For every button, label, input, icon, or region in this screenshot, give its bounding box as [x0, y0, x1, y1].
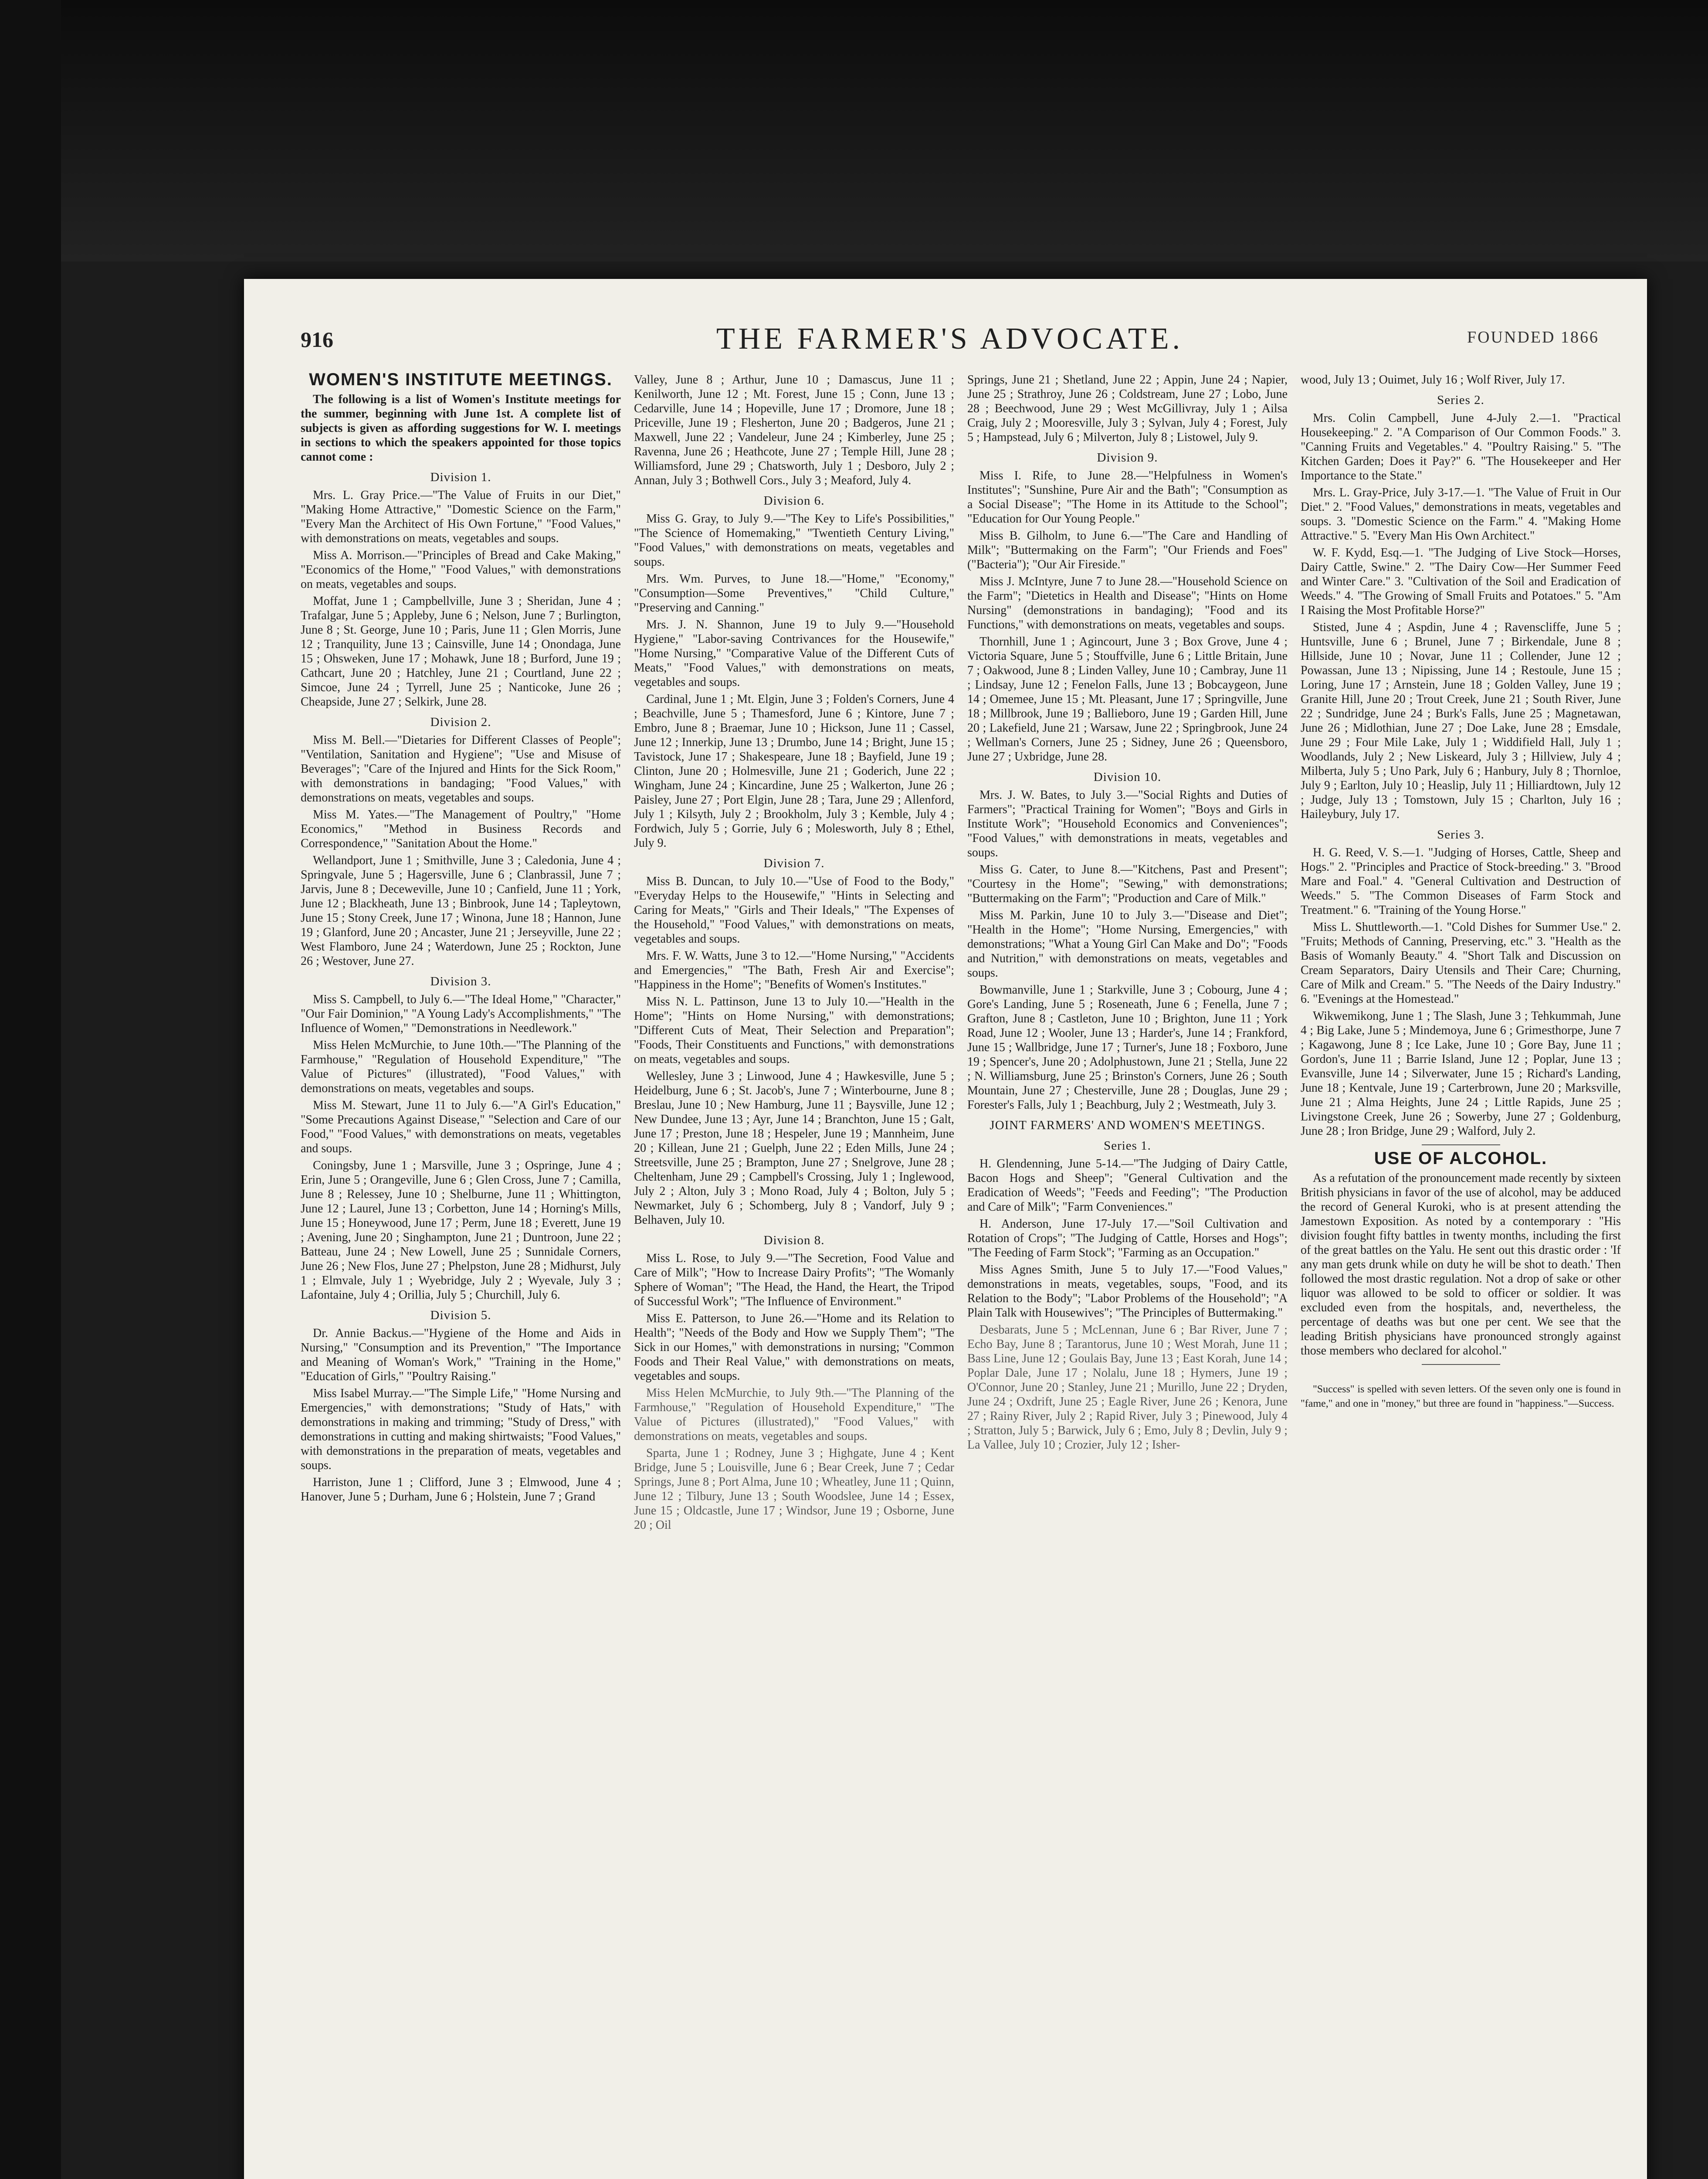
paragraph: Moffat, June 1 ; Campbellville, June 3 ; Sheridan, June 4 ; Trafalgar, June 5 ; Appleby, June 6 ; Nelson, June 7 ; Burlington, June 8 ; St. George, June 10 ; Paris, June 11 ; Glen Morris, June 12 ; Tranquility, June 13 ; Cainsville, June 14 ; Onondaga, June 15 ; Ohsweken, June 17 ; Mohawk, June 18 ; Burford, June 19 ; Cathcart, June 20 ; Hatchley, June 21 ; Courtland, June 22 ; Simcoe, June 24 ; Tyrrell, June 25 ; Nanticoke, June 26 ; Cheapside, June 27 ; Selkirk, June 28.	[301, 594, 621, 709]
paragraph: Miss N. L. Pattinson, June 13 to July 10.—"Health in the Home"; "Hints on Home Nursing," with demonstrations; "Different Cuts of Meat, Their Selection and Preparation"; "Foods, Their Constituents and Functions," with demonstrations on meats, vegetables and soups.	[634, 995, 954, 1066]
article-columns	[301, 373, 1625, 2179]
founded-label: FOUNDED 1866	[1467, 328, 1599, 346]
paragraph: Miss B. Duncan, to July 10.—"Use of Food to the Body," "Everyday Helps to the Housewife," "Hints in Selecting and Caring for Meats," "Girls and Their Ideals," "The Expenses of the Household," "Food Values," with demonstrations on meats, vegetables and soups.	[634, 875, 954, 946]
series-heading: Series 1.	[1104, 1139, 1151, 1153]
paragraph: Wellandport, June 1 ; Smithville, June 3 ; Caledonia, June 4 ; Springvale, June 5 ; Hagersville, June 6 ; Clanbrassil, June 7 ; Jarvis, June 8 ; Deceweville, June 10 ; Canfield, June 11 ; York, June 12 ; Blackheath, June 13 ; Binbrook, June 14 ; Tapleytown, June 15 ; Stony Creek, June 17 ; Winona, June 18 ; Hannon, June 19 ; Glanford, June 20 ; Ancaster, June 21 ; Jerseyville, June 22 ; West Flamboro, June 24 ; Waterdown, June 25 ; Rockton, June 26 ; Westover, June 27.	[301, 854, 621, 968]
page-header	[301, 318, 1599, 366]
division-heading: Division 5.	[430, 1308, 491, 1322]
division-heading: Division 8.	[763, 1233, 825, 1247]
paragraph: Mrs. Wm. Purves, to June 18.—"Home," "Economy," "Consumption—Some Preventives," "Child Culture," "Preserving and Canning."	[634, 572, 954, 614]
column-2	[634, 373, 954, 2179]
paragraph: Miss L. Shuttleworth.—1. "Cold Dishes for Summer Use." 2. "Fruits; Methods of Canning, Preserving, etc." 3. "Health as the Basis of Womanly Beauty." 4. "Short Talk and Discussion on Cream Separators, Dairy Utensils and Their Care; Churning, Care of Milk and Cream." 5. "The Needs of the Dairy Industry." 6. "Evenings at the Homestead."	[1301, 920, 1621, 1006]
paragraph: Harriston, June 1 ; Clifford, June 3 ; Elmwood, June 4 ; Hanover, June 5 ; Durham, June 6 ; Holstein, June 7 ; Grand	[301, 1476, 621, 1504]
paragraph: Springs, June 21 ; Shetland, June 22 ; Appin, June 24 ; Napier, June 25 ; Strathroy, June 26 ; Coldstream, June 27 ; Lobo, June 28 ; Beechwood, June 29 ; West McGillivray, July 1 ; Ailsa Craig, July 2 ; Mooresville, July 3 ; Sylvan, July 4 ; Forest, July 5 ; Hampstead, July 6 ; Milverton, July 8 ; Listowel, July 9.	[967, 373, 1288, 444]
paragraph: Miss Helen McMurchie, to July 9th.—"The Planning of the Farmhouse," "Regulation of Household Expenditure," "The Value of Pictures (illustrated)," "Food Values," with demonstrations on meats, vegetables and soups.	[634, 1386, 954, 1443]
paragraph: Miss Isabel Murray.—"The Simple Life," "Home Nursing and Emergencies," with demonstrations; "Study of Hats," with demonstrations in making and trimming; "Study of Dress," with demonstrations in cutting and making shirtwaists; "Food Values," with demonstrations in the preparation of meats, vegetables and soups.	[301, 1387, 621, 1472]
masthead-title: THE FARMER'S ADVOCATE.	[716, 322, 1184, 356]
division-heading: Division 10.	[1093, 770, 1162, 784]
divider	[1422, 1144, 1500, 1145]
paragraph: Miss E. Patterson, to June 26.—"Home and its Relation to Health"; "Needs of the Body and How we Supply Them"; "The Sick in our Homes," with demonstrations in nursing; "Common Foods and Their Real Value," with demonstrations on meats, vegetables and soups.	[634, 1312, 954, 1383]
paragraph: Thornhill, June 1 ; Agincourt, June 3 ; Box Grove, June 4 ; Victoria Square, June 5 ; Stouffville, June 6 ; Little Britain, June 7 ; Oakwood, June 8 ; Linden Valley, June 10 ; Cambray, June 11 ; Lindsay, June 12 ; Fenelon Falls, June 13 ; Bobcaygeon, June 14 ; Omemee, June 15 ; Mt. Pleasant, June 17 ; Springville, June 18 ; Millbrook, June 19 ; Ballieboro, June 19 ; Garden Hill, June 20 ; Lakefield, June 21 ; Warsaw, June 22 ; Springbrook, June 24 ; Wellman's Corners, June 25 ; Sidney, June 26 ; Queensboro, June 27 ; Uxbridge, June 28.	[967, 635, 1288, 764]
paragraph: Miss G. Cater, to June 8.—"Kitchens, Past and Present"; "Courtesy in the Home"; "Sewing," with demonstrations; "Buttermaking on the Farm"; "Production and Care of Milk."	[967, 863, 1288, 905]
section-heading: JOINT FARMERS' AND WOMEN'S MEETINGS.	[990, 1118, 1265, 1132]
paragraph: Miss M. Stewart, June 11 to July 6.—"A Girl's Education," "Some Precautions Against Disease," "Selection and Care of our Food," "Food Values," with demonstrations on meats, vegetables and soups.	[301, 1099, 621, 1155]
paragraph: Miss S. Campbell, to July 6.—"The Ideal Home," "Character," "Our Fair Dominion," "A Young Lady's Accomplishments," "The Influence of Women," "Demonstrations in Needlework."	[301, 993, 621, 1035]
paragraph: Mrs. L. Gray Price.—"The Value of Fruits in our Diet," "Making Home Attractive," "Domestic Science on the Farm," "Every Man the Architect of His Own Fortune," "Food Values," with demonstrations on meats, vegetables and soups.	[301, 489, 621, 545]
paragraph: Coningsby, June 1 ; Marsville, June 3 ; Ospringe, June 4 ; Erin, June 5 ; Orangeville, June 6 ; Glen Cross, June 7 ; Camilla, June 8 ; Relessey, June 10 ; Shelburne, June 11 ; Whittington, June 12 ; Laurel, June 13 ; Corbetton, June 14 ; Horning's Mills, June 15 ; Honeywood, June 17 ; Perm, June 18 ; Everett, June 19 ; Avening, June 20 ; Singhampton, June 21 ; Duntroon, June 22 ; Batteau, June 24 ; New Lowell, June 25 ; Sunnidale Corners, June 26 ; New Flos, June 27 ; Phelpston, June 28 ; Midhurst, July 1 ; Elmvale, July 1 ; Wyebridge, July 2 ; Wyevale, July 3 ; Lafontaine, July 4 ; Orillia, July 5 ; Churchill, July 6.	[301, 1159, 621, 1302]
series-heading: Series 2.	[1437, 393, 1484, 407]
paragraph: Wikwemikong, June 1 ; The Slash, June 3 ; Tehkummah, June 4 ; Big Lake, June 5 ; Mindemoya, June 6 ; Grimesthorpe, June 7 ; Kagawong, June 8 ; Ice Lake, June 10 ; Gore Bay, June 11 ; Gordon's, June 11 ; Barrie Island, June 12 ; Poplar, June 13 ; Evansville, June 14 ; Silverwater, June 15 ; Richard's Landing, June 18 ; Kentvale, June 19 ; Carterbrown, June 20 ; Marksville, June 21 ; Alma Heights, June 24 ; Little Rapids, June 25 ; Livingstone Creek, June 26 ; Sowerby, June 27 ; Goldenburg, June 28 ; Iron Bridge, June 29 ; Walford, July 2.	[1301, 1009, 1621, 1138]
newspaper-page	[244, 279, 1647, 2179]
paragraph: As a refutation of the pronouncement made recently by sixteen British physicians in favor of the use of alcohol, may be adduced the record of General Kuroki, who is at present attending the Jamestown Exposition. As noted by a contemporary : "His division fought fifty battles in twenty months, including the first of the great battles on the Yalu. He sent out this drastic order : 'If any man gets drunk while on duty he will be shot to death.' Then followed the most drastic regulation. Not a drop of sake or other liquor was allowed to be sold to officer or soldier. It was excluded even from the hospitals, and, nevertheless, the percentage of deaths was but one per cent. We see that the leading British physicians have pronounced strongly against those members who declared for alcohol."	[1301, 1171, 1621, 1358]
divider	[1422, 1364, 1500, 1365]
paragraph: Miss Helen McMurchie, to June 10th.—"The Planning of the Farmhouse," "Regulation of Household Expenditure," "The Value of Pictures" (illustrated), "Food Values," with demonstrations on meats, vegetables and soups.	[301, 1039, 621, 1095]
paragraph: Desbarats, June 5 ; McLennan, June 6 ; Bar River, June 7 ; Echo Bay, June 8 ; Tarantorus, June 10 ; West Morah, June 11 ; Bass Line, June 12 ; Goulais Bay, June 13 ; East Korah, June 14 ; Poplar Dale, June 17 ; Nolalu, June 18 ; Hymers, June 19 ; O'Connor, June 20 ; Stanley, June 21 ; Murillo, June 22 ; Dryden, June 24 ; Oxdrift, June 25 ; Eagle River, June 26 ; Kenora, June 27 ; Rainy River, July 2 ; Rapid River, July 3 ; Pinewood, July 4 ; Stratton, July 5 ; Barwick, July 6 ; Emo, July 8 ; Devlin, July 9 ; La Vallee, July 10 ; Crozier, July 12 ; Isher-	[967, 1323, 1288, 1452]
article-intro: The following is a list of Women's Institute meetings for the summer, beginning with June 1st. A complete list of subjects is given as affording suggestions for W. I. meetings in sections to which the speakers appointed for those topics cannot come :	[301, 393, 621, 464]
paragraph: H. Glendenning, June 5-14.—"The Judging of Dairy Cattle, Bacon Hogs and Sheep"; "General Cultivation and the Eradication of Weeds"; "Feeds and Feeding"; "The Production and Care of Milk"; "Farm Conveniences."	[967, 1157, 1288, 1214]
paragraph: Sparta, June 1 ; Rodney, June 3 ; Highgate, June 4 ; Kent Bridge, June 5 ; Louisville, June 6 ; Bear Creek, June 7 ; Cedar Springs, June 8 ; Port Alma, June 10 ; Wheatley, June 11 ; Quinn, June 12 ; Tilbury, June 13 ; South Woodslee, June 14 ; Essex, June 15 ; Oldcastle, June 17 ; Windsor, June 19 ; Osborne, June 20 ; Oil	[634, 1446, 954, 1532]
paragraph: Mrs. L. Gray-Price, July 3-17.—1. "The Value of Fruit in Our Diet." 2. "Food Values," demonstrations in meats, vegetables and soups. 3. "Domestic Science on the Farm." 4. "Making Home Attractive." 5. "Every Man His Own Architect."	[1301, 486, 1621, 543]
paragraph: Miss Agnes Smith, June 5 to July 17.—"Food Values," demonstrations in meats, vegetables, soups, "Food, and its Relation to the Body"; "Labor Problems of the Household"; "A Plain Talk with Housewives"; "The Principles of Buttermaking."	[967, 1263, 1288, 1320]
paragraph: Miss I. Rife, to June 28.—"Helpfulness in Women's Institutes"; "Sunshine, Pure Air and the Bath"; "Consumption as a Social Disease"; "The Home in its Attitude to the School"; "Education for Our Young People."	[967, 469, 1288, 526]
paragraph: Miss M. Bell.—"Dietaries for Different Classes of People"; "Ventilation, Sanitation and Hygiene"; "Use and Misuse of Beverages"; "Care of the Injured and Hints for the Sick Room," with demonstrations in bandaging; "Food Values," with demonstrations on meats, vegetables and soups.	[301, 733, 621, 804]
paragraph: Miss M. Yates.—"The Management of Poultry," "Home Economics," "Method in Business Records and Correspondence," "Sanitation About the Home."	[301, 808, 621, 850]
paragraph: Miss A. Morrison.—"Principles of Bread and Cake Making," "Economics of the Home," "Food Values," with demonstrations on meats, vegetables and soups.	[301, 549, 621, 591]
paragraph: Valley, June 8 ; Arthur, June 10 ; Damascus, June 11 ; Kenilworth, June 12 ; Mt. Forest, June 15 ; Conn, June 13 ; Cedarville, June 14 ; Hopeville, June 17 ; Dromore, June 18 ; Priceville, June 19 ; Flesherton, June 20 ; Badgeros, June 21 ; Maxwell, June 22 ; Vandeleur, June 24 ; Kimberley, June 25 ; Ravenna, June 26 ; Heathcote, June 27 ; Temple Hill, June 28 ; Williamsford, June 29 ; Chatsworth, July 1 ; Desboro, July 2 ; Annan, July 3 ; Bothwell Cors., July 3 ; Meaford, July 4.	[634, 373, 954, 487]
film-left-border	[0, 0, 61, 2179]
paragraph: W. F. Kydd, Esq.—1. "The Judging of Live Stock—Horses, Dairy Cattle, Swine." 2. "The Dairy Cow—Her Summer Feed and Winter Care." 3. "Cultivation of the Soil and Eradication of Weeds." 4. "The Growing of Small Fruits and Potatoes." 5. "Am I Raising the Most Profitable Horse?"	[1301, 546, 1621, 617]
column-1	[301, 373, 621, 2179]
series-heading: Series 3.	[1437, 828, 1484, 842]
paragraph: Miss G. Gray, to July 9.—"The Key to Life's Possibilities," "The Science of Homemaking," "Twentieth Century Living," "Food Values," with demonstrations on meats, vegetables and soups.	[634, 512, 954, 569]
paragraph: Cardinal, June 1 ; Mt. Elgin, June 3 ; Folden's Corners, June 4 ; Beachville, June 5 ; Thamesford, June 6 ; Kintore, June 7 ; Embro, June 8 ; Braemar, June 10 ; Hickson, June 11 ; Cassel, June 12 ; Innerkip, June 13 ; Drumbo, June 14 ; Bright, June 15 ; Tavistock, June 17 ; Shakespeare, June 18 ; Bayfield, June 19 ; Clinton, June 20 ; Holmesville, June 21 ; Goderich, June 22 ; Wingham, June 24 ; Kincardine, June 25 ; Walkerton, June 26 ; Paisley, June 27 ; Port Elgin, June 28 ; Tara, June 29 ; Allenford, July 1 ; Kilsyth, July 2 ; Brookholm, July 3 ; Kemble, July 4 ; Fordwich, July 5 ; Gorrie, July 6 ; Molesworth, July 8 ; Ethel, July 9.	[634, 692, 954, 850]
paragraph: Mrs. F. W. Watts, June 3 to 12.—"Home Nursing," "Accidents and Emergencies," "The Bath, Fresh Air and Exercise"; "Happiness in the Home"; "Benefits of Women's Institutes."	[634, 949, 954, 991]
paragraph: Stisted, June 4 ; Aspdin, June 4 ; Ravenscliffe, June 5 ; Huntsville, June 6 ; Brunel, June 7 ; Birkendale, June 8 ; Hillside, June 10 ; Novar, June 11 ; Collender, June 12 ; Powassan, June 13 ; Nipissing, June 14 ; Restoule, June 15 ; Loring, June 17 ; Arnstein, June 18 ; Golden Valley, June 19 ; Granite Hill, June 20 ; Trout Creek, June 21 ; South River, June 22 ; Sundridge, June 24 ; Burk's Falls, June 25 ; Magnetawan, June 26 ; Midlothian, June 27 ; Doe Lake, June 28 ; Emsdale, June 29 ; Four Mile Lake, July 1 ; Widdifield Hall, July 1 ; Woodlands, July 2 ; New Liskeard, July 3 ; Hillview, July 4 ; Milberta, July 5 ; Uno Park, July 6 ; Hanbury, July 8 ; Thornloe, July 9 ; Earlton, July 10 ; Heaslip, July 11 ; Hilliardtown, July 12 ; Judge, July 13 ; Tomstown, July 15 ; Charlton, July 16 ; Haileybury, July 17.	[1301, 621, 1621, 821]
paragraph: H. G. Reed, V. S.—1. "Judging of Horses, Cattle, Sheep and Hogs." 2. "Principles and Practice of Stock-breeding." 3. "Brood Mare and Foal." 4. "General Cultivation and Destruction of Weeds." 5. "The Common Diseases of Farm Stock and Treatment." 6. "Training of the Young Horse."	[1301, 846, 1621, 917]
paragraph: Miss M. Parkin, June 10 to July 3.—"Disease and Diet"; "Health in the Home"; "Home Nursing, Emergencies," with demonstrations; "What a Young Girl Can Make and Do"; "Foods and Nutrition," with demonstrations on meats, vegetables and soups.	[967, 909, 1288, 980]
column-3	[967, 373, 1288, 2179]
division-heading: Division 1.	[430, 470, 491, 484]
column-4	[1301, 373, 1621, 2179]
paragraph: wood, July 13 ; Ouimet, July 16 ; Wolf River, July 17.	[1301, 373, 1565, 387]
paragraph: Miss L. Rose, to July 9.—"The Secretion, Food Value and Care of Milk"; "How to Increase Dairy Profits"; "The Womanly Sphere of Woman"; "The Head, the Hand, the Heart, the Tripod of Successful Work"; "The Influence of Environment."	[634, 1252, 954, 1308]
paragraph: Miss J. McIntyre, June 7 to June 28.—"Household Science on the Farm"; "Dietetics in Health and Disease"; "Hints on Home Nursing" (demonstrations in bandaging); "Food and its Functions," with demonstrations on meats, vegetables and soups.	[967, 575, 1288, 631]
filler-quote: "Success" is spelled with seven letters. Of the seven only one is found in "fame," and one in "money," but three are found in "happiness."—Success.	[1301, 1384, 1621, 1409]
division-heading: Division 7.	[763, 856, 825, 870]
paragraph: Mrs. J. W. Bates, to July 3.—"Social Rights and Duties of Farmers"; "Practical Training for Women"; "Boys and Girls in Institute Work"; "Household Economics and Conveniences"; "Food Values," with demonstrations in meats, vegetables and soups.	[967, 788, 1288, 859]
paragraph: Mrs. Colin Campbell, June 4-July 2.—1. "Practical Housekeeping." 2. "A Comparison of Our Common Foods." 3. "Canning Fruits and Vegetables." 4. "Poultry Raising." 5. "The Kitchen Garden; Does it Pay?" 6. "The Housekeeper and Her Importance to the State."	[1301, 411, 1621, 482]
paragraph: H. Anderson, June 17-July 17.—"Soil Cultivation and Rotation of Crops"; "The Judging of Cattle, Horses and Hogs"; "The Feeding of Farm Stock"; "Farming as an Occupation."	[967, 1217, 1288, 1259]
division-heading: Division 6.	[763, 494, 825, 508]
alcohol-article-title: USE OF ALCOHOL.	[1374, 1149, 1548, 1168]
division-heading: Division 2.	[430, 715, 491, 729]
paragraph: Wellesley, June 3 ; Linwood, June 4 ; Hawkesville, June 5 ; Heidelburg, June 6 ; St. Jacob's, June 7 ; Winterbourne, June 8 ; Breslau, June 10 ; New Hamburg, June 11 ; Baysville, June 12 ; New Dundee, June 13 ; Ayr, June 14 ; Branchton, June 15 ; Galt, June 17 ; Preston, June 18 ; Hespeler, June 19 ; Mannheim, June 20 ; Killean, June 21 ; Guelph, June 22 ; Eden Mills, June 24 ; Streetsville, June 25 ; Brampton, June 27 ; Snelgrove, June 28 ; Cheltenham, June 29 ; Campbell's Crossing, July 1 ; Inglewood, July 2 ; Alton, July 3 ; Mono Road, July 4 ; Bolton, July 5 ; Newmarket, July 6 ; Schomberg, July 8 ; Vandorf, July 9 ; Belhaven, July 10.	[634, 1069, 954, 1227]
article-title: WOMEN'S INSTITUTE MEETINGS.	[309, 373, 613, 389]
film-top-border	[0, 0, 1708, 261]
paragraph: Dr. Annie Backus.—"Hygiene of the Home and Aids in Nursing," "Consumption and its Prevention," "The Importance and Meaning of Woman's Work," "Training in the Home," "Education of Girls," "Poultry Raising."	[301, 1327, 621, 1383]
paragraph: Mrs. J. N. Shannon, June 19 to July 9.—"Household Hygiene," "Labor-saving Contrivances for the Housewife," "Home Nursing," "Comparative Value of the Different Cuts of Meats," "Food Values," with demonstrations on meats, vegetables and soups.	[634, 618, 954, 689]
division-heading: Division 9.	[1097, 451, 1158, 465]
division-heading: Division 3.	[430, 974, 491, 988]
page-number: 916	[301, 327, 333, 352]
paragraph: Miss B. Gilholm, to June 6.—"The Care and Handling of Milk"; "Buttermaking on the Farm"; "Our Friends and Foes" ("Bacteria"); "Our Air Fireside."	[967, 529, 1288, 571]
paragraph: Bowmanville, June 1 ; Starkville, June 3 ; Cobourg, June 4 ; Gore's Landing, June 5 ; Roseneath, June 6 ; Fenella, June 7 ; Grafton, June 8 ; Castleton, June 10 ; Brighton, June 11 ; York Road, June 12 ; Wooler, June 13 ; Harder's, June 14 ; Frankford, June 15 ; Wallbridge, June 17 ; Turner's, June 18 ; Foxboro, June 19 ; Spencer's, June 20 ; Adolphustown, June 21 ; Stella, June 22 ; N. Williamsburg, June 25 ; Brinston's Corners, June 26 ; South Mountain, June 27 ; Chesterville, June 28 ; Douglas, June 29 ; Forester's Falls, July 1 ; Beachburg, July 2 ; Westmeath, July 3.	[967, 983, 1288, 1112]
